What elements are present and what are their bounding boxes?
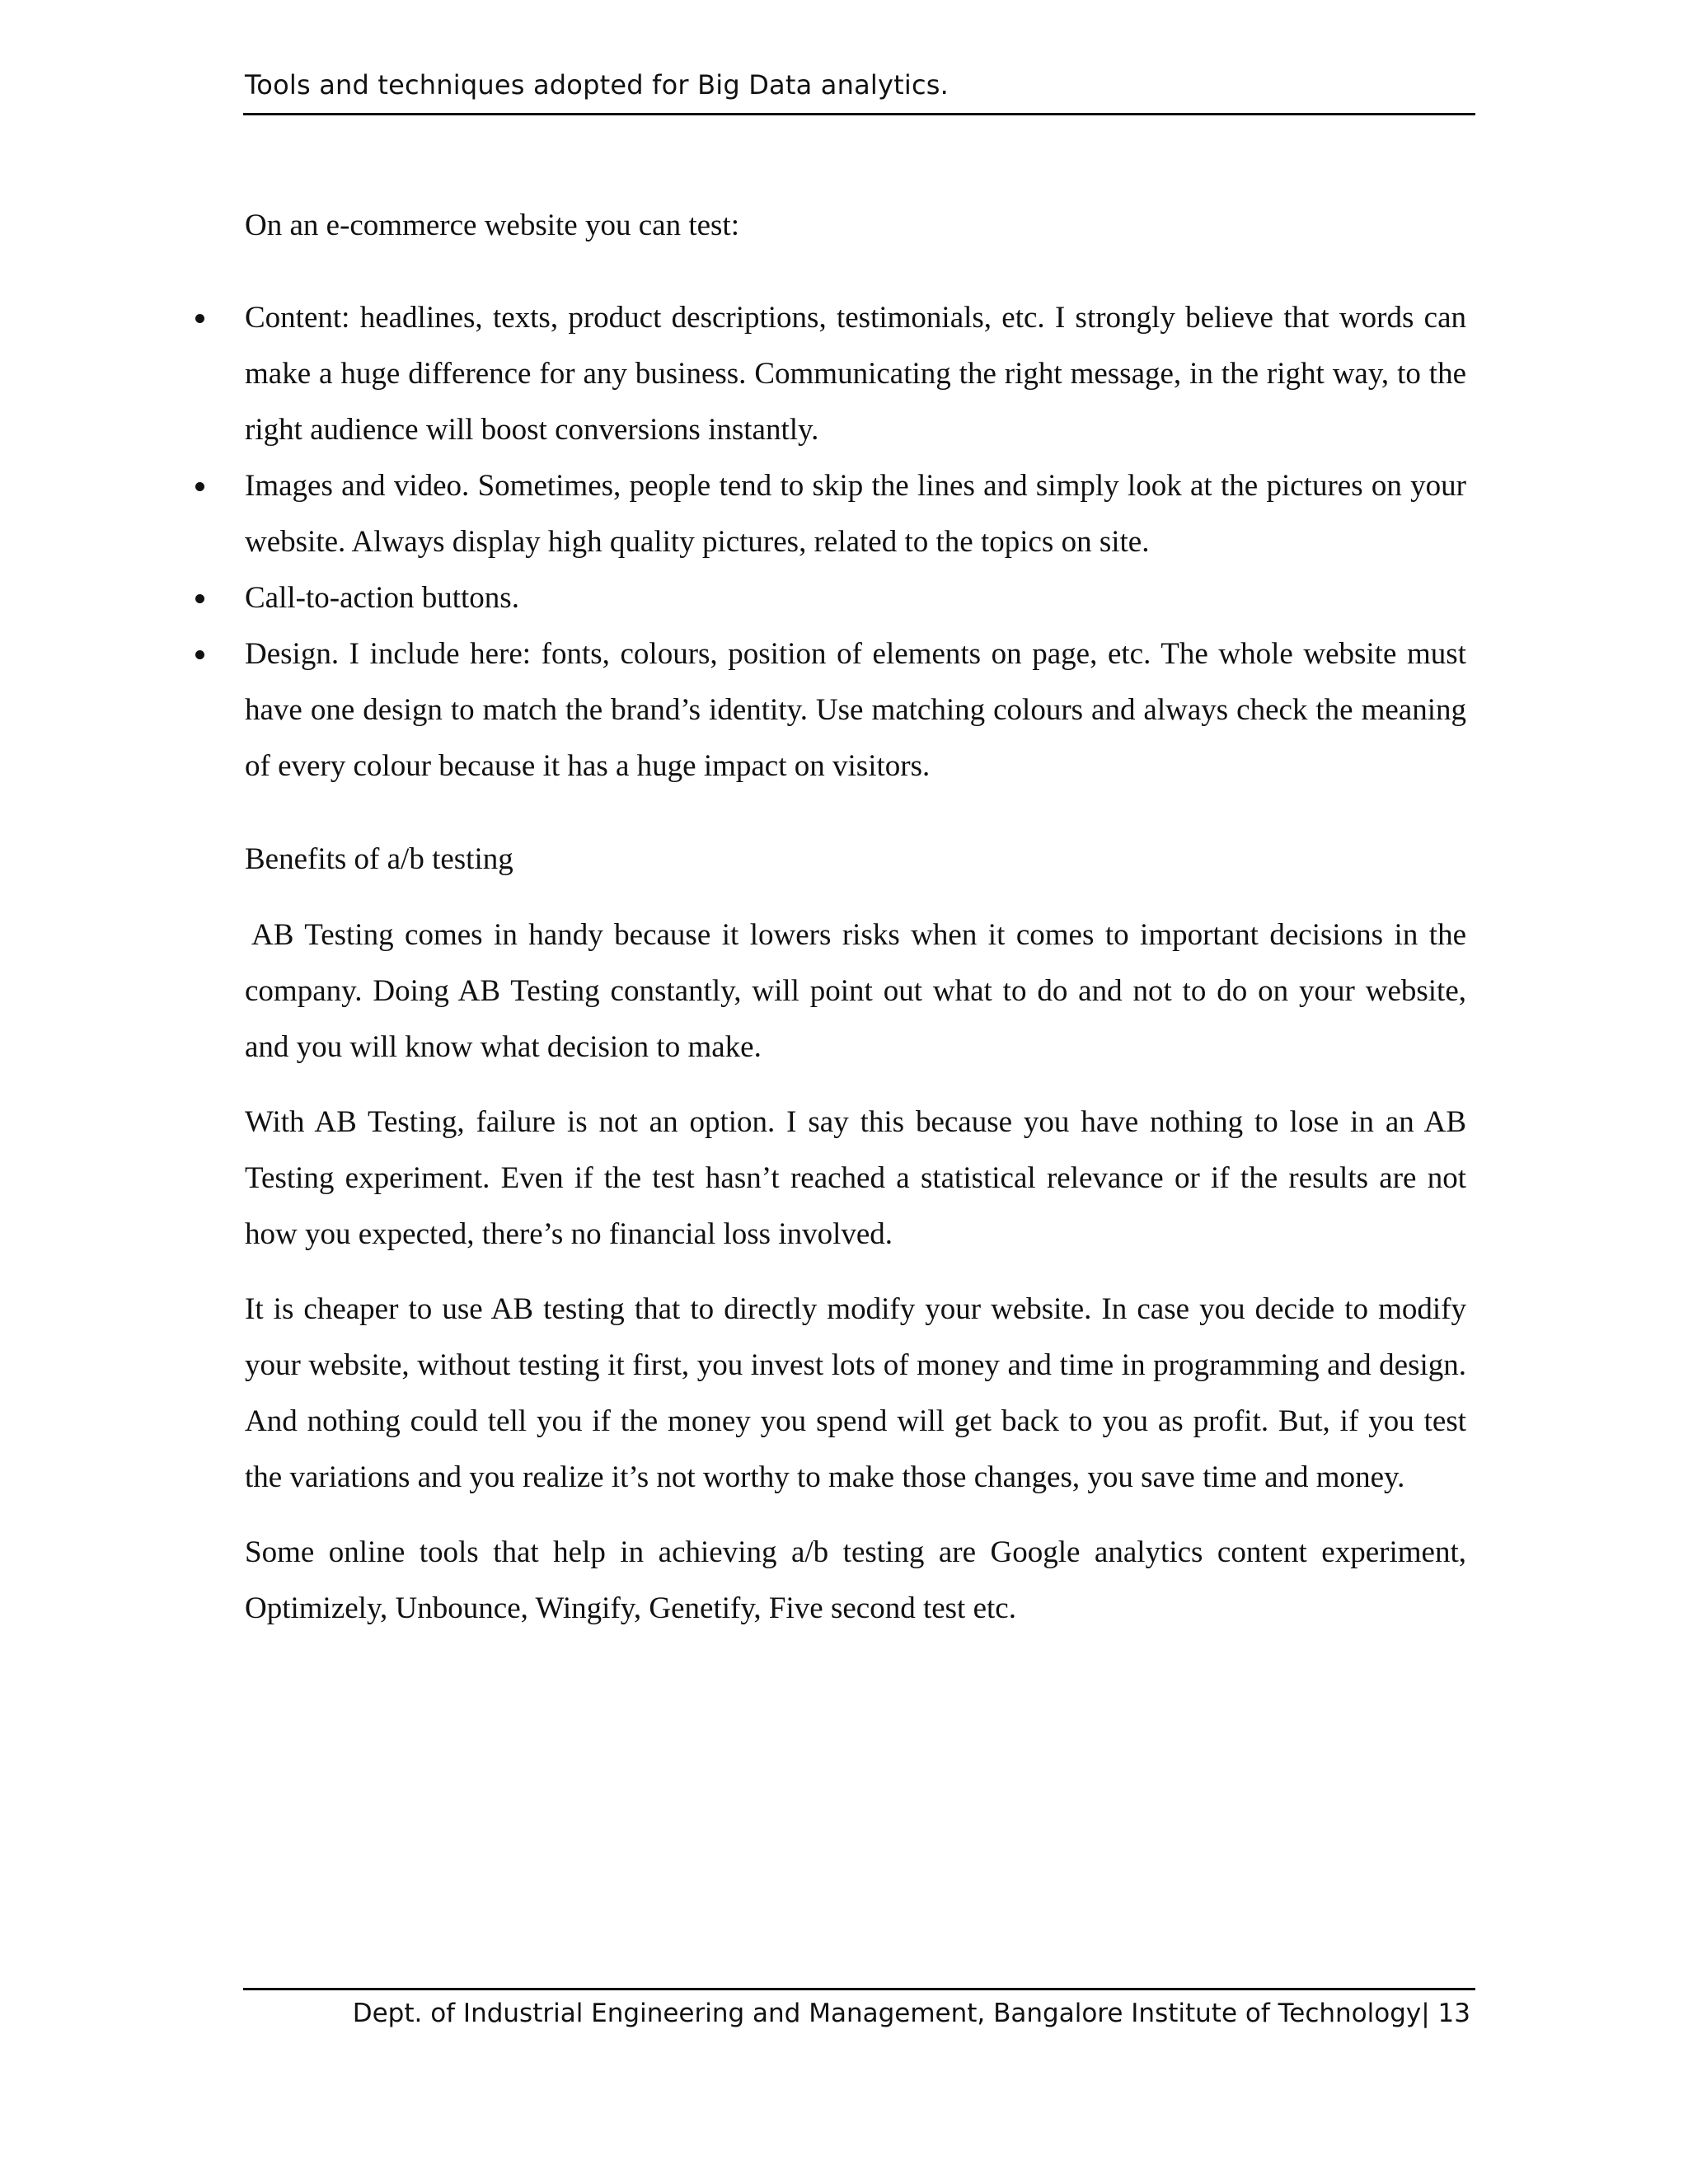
- list-item-text: Call-to-action buttons.: [245, 581, 519, 615]
- bullet-icon: [195, 594, 204, 603]
- list-item-text: Design. I include here: fonts, colours, position of elements on page, etc. The whole website must have one design to match the brand’s identity. Use matching colours and always check the meaning of every colour because it has a huge impact on visitors.: [245, 637, 1466, 783]
- body-paragraph: It is cheaper to use AB testing that to directly modify your website. In case you decide to modify your website, without testing it first, you invest lots of money and time in programming and design. And nothing could tell you if the money you spend will get back to you as profit. But, if you test the variations and you realize it’s not worthy to make those changes, you save time and money.: [245, 1292, 1466, 1494]
- page-header: [243, 64, 1475, 115]
- list-item: [245, 458, 1466, 570]
- list-item: [245, 626, 1466, 794]
- body-paragraph: Some online tools that help in achieving a/b testing are Google analytics content experiment, Optimizely, Unbounce, Wingify, Genetify, Five second test etc.: [245, 1535, 1466, 1625]
- bullet-icon: [195, 482, 204, 491]
- list-item: [245, 290, 1466, 458]
- intro-paragraph: On an e-commerce website you can test:: [245, 209, 739, 242]
- list-item: [245, 570, 1466, 626]
- footer-text: Dept. of Industrial Engineering and Management, Bangalore Institute of Technology| 13: [352, 1999, 1470, 2028]
- page-body: [245, 198, 1466, 1637]
- page-footer: [243, 1988, 1475, 2028]
- list-item-text: Images and video. Sometimes, people tend to skip the lines and simply look at the pictures on your website. Always display high quality pictures, related to the topics on site.: [245, 469, 1466, 559]
- body-paragraph: AB Testing comes in handy because it lowers risks when it comes to important decisions in the company. Doing AB Testing constantly, will point out what to do and not to do on your website, and you will know what decision to make.: [245, 918, 1466, 1064]
- test-items-list: [245, 290, 1466, 794]
- bullet-icon: [195, 650, 204, 659]
- body-paragraph: With AB Testing, failure is not an option. I say this because you have nothing to lose in an AB Testing experiment. Even if the test hasn’t reached a statistical relevance or if the results are not how you expected, there’s no financial loss involved.: [245, 1105, 1466, 1251]
- section-heading: Benefits of a/b testing: [245, 842, 513, 876]
- bullet-icon: [195, 314, 204, 323]
- list-item-text: Content: headlines, texts, product descriptions, testimonials, etc. I strongly believe that words can make a huge difference for any business. Communicating the right message, in the right way, to the right audience will boost conversions instantly.: [245, 301, 1466, 447]
- header-title: Tools and techniques adopted for Big Data analytics.: [245, 69, 949, 101]
